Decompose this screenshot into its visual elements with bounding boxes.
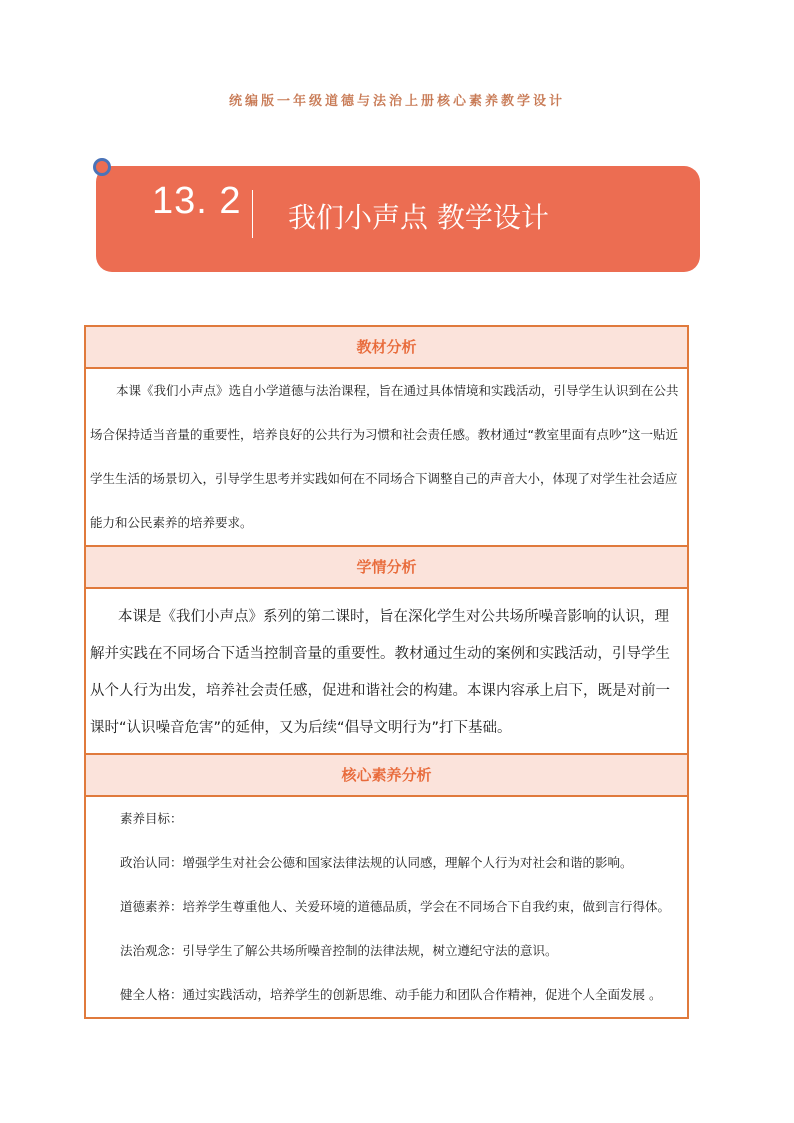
banner-dot-decoration	[93, 158, 111, 176]
banner-divider	[252, 190, 253, 238]
section-body-literacy	[86, 797, 687, 1017]
literacy-item: 素养目标：	[120, 811, 183, 826]
literacy-item: 健全人格：通过实践活动，培养学生的创新思维、动手能力和团队合作精神，促进个人全面发展 。	[120, 987, 662, 1002]
section-body-textbook	[86, 369, 687, 547]
section-body-students	[86, 589, 687, 755]
analysis-table	[84, 325, 689, 1019]
textbook-analysis-text: 本课《我们小声点》选自小学道德与法治课程，旨在通过具体情境和实践活动，引导学生认识到在公共场合保持适当音量的重要性，培养良好的公共行为习惯和社会责任感。教材通过“教室里面有点吵”这一贴近学生生活的场景切入，引导学生思考并实践如何在不同场合下调整自己的声音大小，体现了对学生社会适应能力和公民素养的培养要求。	[90, 383, 679, 530]
section-heading-literacy: 核心素养分析	[86, 755, 687, 797]
literacy-item: 法治观念：引导学生了解公共场所噪音控制的法律法规，树立遵纪守法的意识。	[120, 943, 558, 958]
section-heading-students: 学情分析	[86, 547, 687, 589]
section-heading-textbook: 教材分析	[86, 327, 687, 369]
literacy-item: 道德素养：培养学生尊重他人、关爱环境的道德品质，学会在不同场合下自我约束，做到言行得体。	[120, 899, 671, 914]
document-header-title: 统编版一年级道德与法治上册核心素养教学设计	[228, 94, 565, 109]
lesson-number: 13. 2	[152, 180, 242, 222]
lesson-title: 我们小声点 教学设计	[288, 201, 549, 234]
literacy-item: 政治认同：增强学生对社会公德和国家法律法规的认同感，理解个人行为对社会和谐的影响。	[120, 855, 633, 870]
student-analysis-text: 本课是《我们小声点》系列的第二课时，旨在深化学生对公共场所噪音影响的认识，理解并实践在不同场合下适当控制音量的重要性。教材通过生动的案例和实践活动，引导学生从个人行为出发，培养社会责任感，促进和谐社会的构建。本课内容承上启下，既是对前一课时“认识噪音危害”的延伸，又为后续“倡导文明行为”打下基础。	[90, 609, 670, 736]
